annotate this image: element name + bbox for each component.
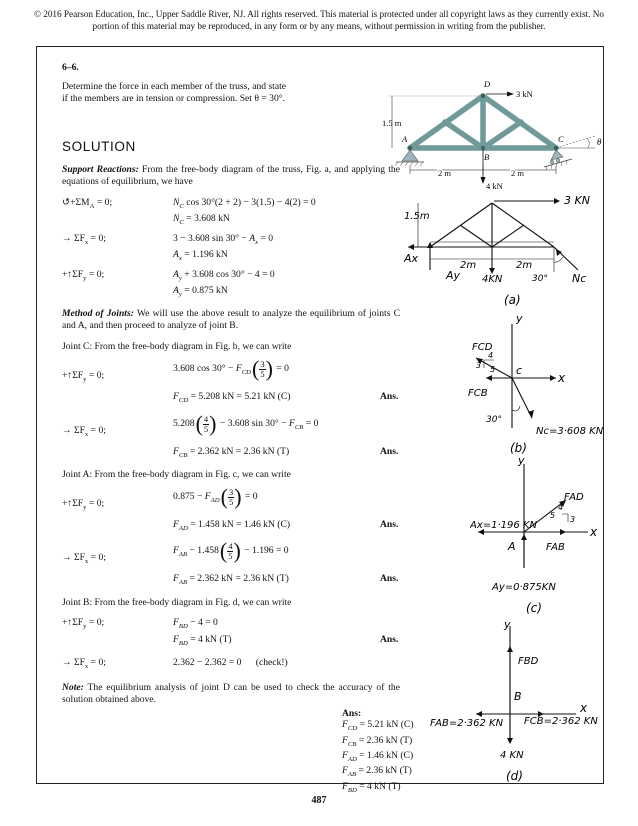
joint-b-intro: Joint B: From the free-body diagram in Fig. d, we can write — [62, 597, 292, 608]
ans-marker: Ans. — [380, 573, 399, 584]
problem-statement-line-2: if the members are in tension or compression. Set θ = 30°. — [62, 93, 285, 104]
equation-result: $F_{AB} = 2.362$ kN = 2.36 kN (T) — [173, 573, 289, 586]
solution-heading: SOLUTION — [62, 139, 136, 154]
fbd-d-b: B — [514, 690, 522, 703]
fbd-a-ax: Ax — [404, 252, 419, 265]
fbd-b-caption: (b) — [510, 441, 527, 455]
fbd-a-ay: Ay — [446, 269, 461, 282]
fbd-a-caption: (a) — [504, 293, 521, 307]
equation-result: $F_{BD} = 4$ kN (T) — [173, 634, 232, 647]
ans-marker: Ans. — [380, 446, 399, 457]
ans-marker: Ans. — [380, 634, 399, 645]
eq-label: $+↑\Sigma F_y = 0$; — [62, 498, 105, 511]
answer-summary-title: Ans: — [342, 708, 362, 719]
theta-label: θ — [597, 137, 602, 147]
fbd-a-load-bottom: 4KN — [482, 274, 503, 285]
joint-c-label: C — [558, 134, 564, 144]
fbd-d-caption: (d) — [506, 769, 523, 783]
joint-b-label: B — [484, 152, 490, 162]
fbd-a-angle: 30° — [532, 274, 548, 284]
truss-load-top: 3 kN — [516, 89, 533, 99]
fbd-d-fbd: FBD — [518, 656, 539, 667]
method-of-joints-intro — [62, 308, 400, 332]
support-reactions-intro — [62, 164, 400, 188]
eq-label: → $\Sigma F_x = 0$; — [62, 233, 106, 246]
fbd-a-height: 1.5m — [404, 211, 430, 222]
support-intro-text: From the free-body diagram of the truss, Fig. a, and applying the equations of equilibrium, we have — [62, 164, 400, 187]
span-left-label: 2 m — [438, 168, 451, 178]
fbd-b-c: c — [516, 364, 523, 377]
equation-result: $A_x = 1.196$ kN — [173, 249, 228, 262]
eq-label: $↺+\Sigma M_A = 0$; — [62, 197, 113, 210]
answer-item: $F_{AB} = 2.36$ kN (T) — [342, 765, 412, 779]
equation: $N_C$ cos 30°(2 + 2) − 3(1.5) − 4(2) = 0 — [173, 197, 316, 210]
fbd-c-a: A — [508, 540, 516, 553]
fbd-c-fab: FAB — [546, 542, 565, 553]
fbd-c-x: x — [590, 525, 598, 539]
eq-label: $+↑\Sigma F_y = 0$; — [62, 269, 105, 282]
joint-a-label: A — [402, 134, 408, 144]
support-c — [544, 150, 572, 170]
fbd-b-x: x — [558, 371, 566, 385]
answer-item: $F_{AD} = 1.46$ kN (C) — [342, 750, 414, 763]
equation: 5.208 ( 4 5 ) − 3.608 $\sin 30^\circ - F_{CB} = 0$ — [173, 411, 319, 436]
note-bold: Note: — [62, 682, 84, 693]
equation: $F_{BD} - 4 = 0$ — [173, 617, 218, 630]
fbd-a — [404, 190, 600, 310]
method-intro-text: We will use the above result to analyze the equilibrium of joints C and A, and then proceed to analyze of joint B. — [62, 308, 400, 331]
fbd-c-caption: (c) — [526, 601, 542, 615]
fbd-a-load-top: 3 KN — [564, 194, 590, 207]
equation: $0.875 - F_{AD}$ ( 3 5 ) = 0 — [173, 484, 258, 509]
equation: $A_y + 3.608$ cos 30° − 4 = 0 — [173, 269, 275, 282]
eq-label: $+↑\Sigma F_y = 0$; — [62, 617, 105, 630]
answer-item: $F_{BD} = 4$ kN (T) — [342, 780, 401, 794]
note-text: The equilibrium analysis of joint D can be used to check the accuracy of the solution obtained above. — [62, 682, 400, 705]
fbd-d-x: x — [580, 701, 588, 715]
span-right-label: 2 m — [511, 168, 524, 178]
support-intro-bold: Support Reactions: — [62, 164, 139, 175]
answer-summary — [342, 708, 414, 796]
joint-c-intro: Joint C: From the free-body diagram in Fig. b, we can write — [62, 341, 292, 352]
equation-result: $A_y = 0.875$ kN — [173, 285, 228, 298]
problem-number: 6–6. — [62, 62, 79, 73]
fbd-c-ax: Ax=1·196 KN — [470, 520, 537, 531]
fbd-b-five: 5 — [490, 365, 496, 374]
fbd-d-load: 4 KN — [500, 750, 524, 761]
copyright-notice: © 2016 Pearson Education, Inc., Upper Saddle River, NJ. All rights reserved. This material is protected under all copyright laws as they currently exist. No portion of this material may be reproduced, in any form or by any means, without permission in writing from the publisher. — [33, 9, 605, 31]
fbd-a-span-left: 2m — [460, 260, 477, 271]
truss-height-label: 1.5 m — [382, 118, 402, 128]
fbd-c-ay: Ay=0·875KN — [492, 582, 556, 593]
fbd-d-y: y — [504, 618, 511, 631]
fbd-b-four: 4 — [488, 351, 494, 360]
equation-result: $F_{CB} = 2.362$ kN = 2.36 kN (T) — [173, 446, 290, 459]
equation: 2.362 − 2.362 = 0 (check!) — [173, 657, 288, 668]
truss-load-bottom: 4 kN — [486, 181, 503, 191]
fbd-c-fad: FAD — [564, 492, 584, 503]
problem-statement-line-1: Determine the force in each member of the truss, and state — [62, 81, 287, 92]
fbd-d — [430, 616, 610, 786]
fbd-c-five: 5 — [550, 511, 556, 520]
equation-result: $F_{AD} = 1.458$ kN = 1.46 kN (C) — [173, 519, 291, 532]
truss-members — [410, 96, 556, 148]
eq-label: $+↑\Sigma F_y = 0$; — [62, 370, 105, 383]
truss-figure — [380, 74, 612, 198]
joint-d-label: D — [484, 79, 491, 89]
fbd-c — [470, 456, 610, 616]
ans-marker: Ans. — [380, 519, 399, 530]
page-number: 487 — [311, 795, 327, 806]
note — [62, 682, 400, 706]
answer-item: $F_{CD} = 5.21$ kN (C) — [342, 719, 414, 733]
fbd-b-nc: Nc=3·608 KN — [536, 426, 604, 437]
equation: 3.608 $\cos 30^\circ - F_{CD}$ ( 3 5 ) = 0 — [173, 356, 289, 381]
fbd-b-y: y — [516, 312, 523, 325]
eq-label: → $\Sigma F_x = 0$; — [62, 552, 106, 565]
fbd-a-nc: Nc — [572, 272, 587, 285]
fbd-b-angle: 30° — [486, 415, 502, 425]
answer-item: $F_{CB} = 2.36$ kN (T) — [342, 734, 413, 748]
method-intro-bold: Method of Joints: — [62, 308, 134, 319]
fbd-c-three: 3 — [570, 515, 576, 524]
equation-result: $F_{CD} = 5.208$ kN = 5.21 kN (C) — [173, 391, 291, 404]
fbd-c-y: y — [518, 456, 525, 467]
eq-label: → $\Sigma F_x = 0$; — [62, 657, 106, 670]
fbd-b — [450, 310, 610, 455]
equation: 3 − 3.608 $\sin 30^\circ - A_x = 0$ — [173, 233, 274, 246]
fbd-d-fcb: FCB=2·362 KN — [524, 716, 598, 727]
fbd-b-fcb: FCB — [468, 388, 488, 399]
ans-marker: Ans. — [380, 391, 399, 402]
equation-result: $N_C = 3.608$ kN — [173, 213, 230, 226]
joint-a-intro: Joint A: From the free-body diagram in Fig. c, we can write — [62, 469, 291, 480]
fbd-b-three: 3 — [476, 361, 482, 370]
fbd-a-span-right: 2m — [516, 260, 533, 271]
eq-label: → $\Sigma F_x = 0$; — [62, 425, 106, 438]
equation: $F_{AB} - 1.458$ ( 4 5 ) − 1.196 = 0 — [173, 538, 289, 563]
fbd-c-four: 4 — [558, 503, 564, 512]
fbd-d-fab: FAB=2·362 KN — [430, 718, 504, 729]
fbd-b-fcd: FCD — [472, 342, 493, 353]
